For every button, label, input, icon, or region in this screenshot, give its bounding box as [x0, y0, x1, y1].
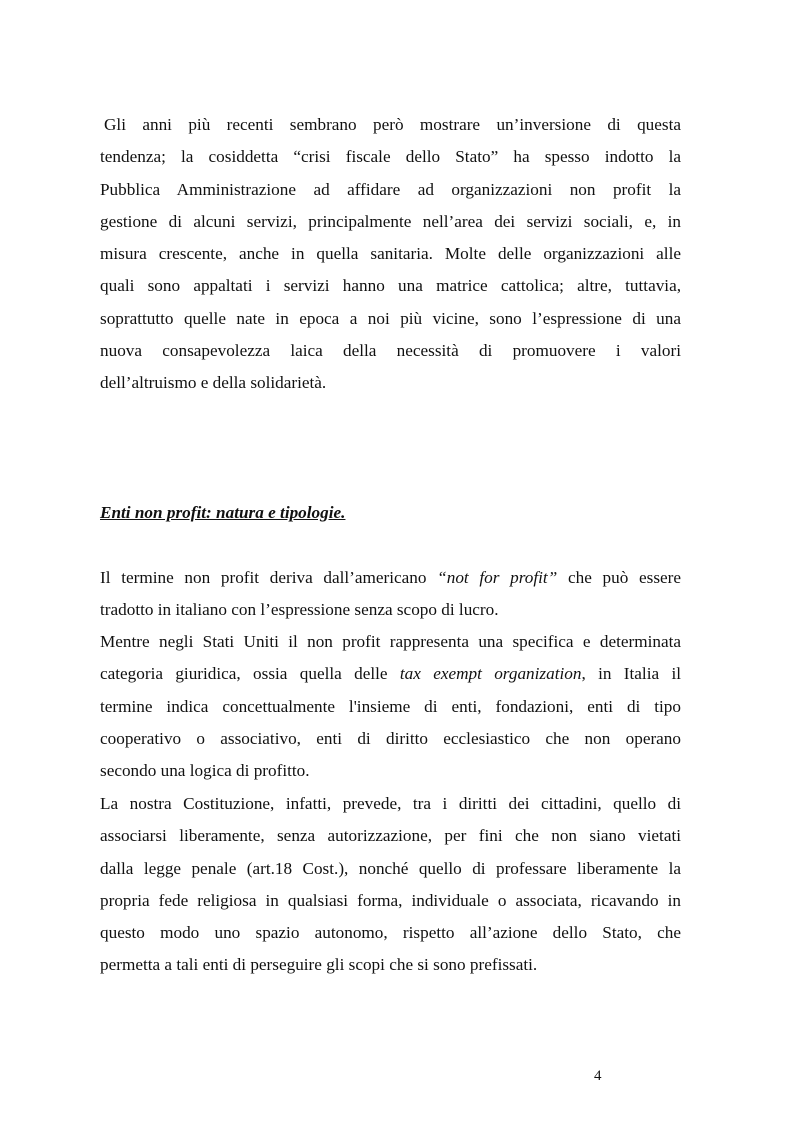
- paragraph-line: propria fede religiosa in qualsiasi forma, individuale o associata, ricavando in: [100, 890, 681, 910]
- paragraph-line: dalla legge penale (art.18 Cost.), nonché quello di professare liberamente la: [100, 858, 681, 878]
- italic-text: tax exempt organization: [399, 664, 582, 684]
- text-run: Il termine non profit deriva dall’americano: [100, 568, 438, 587]
- paragraph-legal-category: [100, 626, 681, 787]
- paragraph-line: [100, 658, 681, 690]
- paragraph-line: tendenza; la cosiddetta “crisi fiscale dello Stato” ha spesso indotto la: [100, 147, 681, 167]
- paragraph-line: La nostra Costituzione, infatti, prevede, tra i diritti dei cittadini, quello di: [100, 794, 681, 813]
- paragraph-line: termine indica concettualmente l'insieme di enti, fondazioni, enti di tipo: [100, 696, 681, 716]
- paragraph-line: cooperativo o associativo, enti di diritto ecclesiastico che non operano: [100, 728, 681, 748]
- paragraph-line: gestione di alcuni servizi, principalmente nell’area dei servizi sociali, e, in: [100, 211, 681, 231]
- text-run: che può essere: [557, 568, 681, 587]
- paragraph-intro: [100, 109, 681, 400]
- paragraph-line: tradotto in italiano con l’espressione senza scopo di lucro.: [100, 600, 499, 620]
- page-number: 4: [594, 1068, 602, 1084]
- section-heading-block: [100, 501, 681, 525]
- paragraph-line: quali sono appaltati i servizi hanno una matrice cattolica; altre, tuttavia,: [100, 276, 681, 296]
- paragraph-line: nuova consapevolezza laica della necessità di promuovere i valori: [100, 341, 681, 361]
- paragraph-definition: [100, 562, 681, 627]
- paragraph-line: questo modo uno spazio autonomo, rispetto all’azione dello Stato, che: [100, 923, 681, 943]
- text-run: , in Italia il: [581, 664, 681, 684]
- paragraph-line: dell’altruismo e della solidarietà.: [100, 373, 327, 393]
- paragraph-line: associarsi liberamente, senza autorizzazione, per fini che non siano vietati: [100, 826, 681, 846]
- paragraph-line: Gli anni più recenti sembrano però mostrare un’inversione di questa: [104, 115, 681, 134]
- paragraph-line: Mentre negli Stati Uniti il non profit rappresenta una specifica e determinata: [100, 632, 681, 651]
- paragraph-line: soprattutto quelle nate in epoca a noi più vicine, sono l’espressione di una: [100, 308, 681, 328]
- italic-text: “not for profit”: [437, 568, 558, 587]
- section-heading: Enti non profit: natura e tipologie.: [100, 503, 346, 522]
- paragraph-constitution: [100, 788, 681, 982]
- paragraph-line: Pubblica Amministrazione ad affidare ad organizzazioni non profit la: [100, 179, 681, 199]
- paragraph-line: [100, 562, 681, 594]
- paragraph-line: secondo una logica di profitto.: [100, 761, 310, 781]
- paragraph-line: permetta a tali enti di perseguire gli scopi che si sono prefissati.: [100, 955, 538, 975]
- paragraph-line: misura crescente, anche in quella sanitaria. Molte delle organizzazioni alle: [100, 244, 681, 264]
- text-run: categoria giuridica, ossia quella delle: [100, 664, 400, 684]
